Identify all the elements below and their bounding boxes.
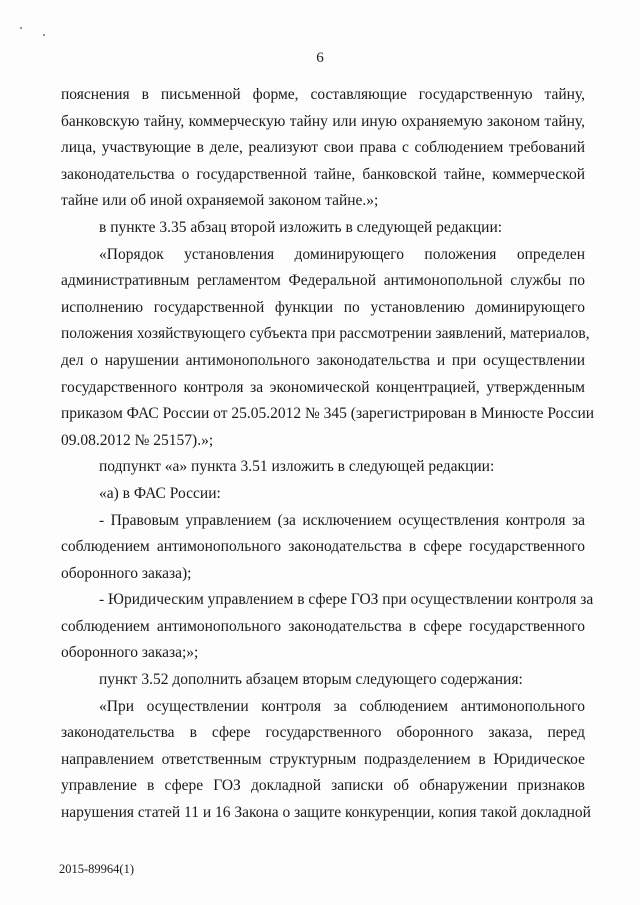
text-line: соблюдением антимонопольного законодательства в сфере государственного — [61, 538, 585, 556]
text-line: оборонного заказа;»; — [61, 644, 199, 662]
text-line: управление в сфере ГОЗ докладной записки об обнаружении признаков — [61, 777, 585, 795]
text-line: исполнению государственной функции по установлению доминирующего — [61, 298, 585, 316]
text-line: пункт 3.52 дополнить абзацем вторым следующего содержания: — [99, 671, 523, 689]
text-line: в пункте 3.35 абзац второй изложить в следующей редакции: — [99, 218, 503, 236]
scan-speck — [20, 27, 22, 29]
document-body — [61, 82, 595, 827]
text-line: подпункт «а» пункта 3.51 изложить в следующей редакции: — [99, 458, 495, 476]
text-line: законодательства о государственной тайне, банковской тайне, коммерческой — [61, 165, 585, 183]
scan-speck — [43, 34, 45, 36]
text-line: «Порядок установления доминирующего положения определен — [99, 245, 585, 263]
text-line: «При осуществлении контроля за соблюдением антимонопольного — [99, 697, 585, 715]
text-line: лица, участвующие в деле, реализуют свои права с соблюдением требований — [61, 139, 585, 157]
document-code: 2015-89964(1) — [59, 862, 134, 876]
text-line: административным регламентом Федеральной антимонопольной службы по — [61, 272, 585, 290]
text-line: оборонного заказа); — [61, 564, 192, 582]
text-line: государственного контроля за экономической концентрацией, утвержденным — [61, 378, 585, 396]
text-line: - Правовым управлением (за исключением осуществления контроля за — [99, 511, 585, 529]
text-line: нарушения статей 11 и 16 Закона о защите конкуренции, копия такой докладной — [61, 804, 591, 822]
text-line: «а) в ФАС России: — [99, 484, 221, 502]
text-line: законодательства в сфере государственного оборонного заказа, перед — [61, 724, 585, 742]
text-line: банковскую тайну, коммерческую тайну или иную охраняемую законом тайну, — [61, 112, 585, 130]
text-line: направлением ответственным структурным подразделением в Юридическое — [61, 750, 585, 768]
page-number: 6 — [316, 50, 324, 66]
text-line: соблюдением антимонопольного законодательства в сфере государственного — [61, 617, 585, 635]
text-line: тайне или об иной охраняемой законом тайне.»; — [61, 192, 379, 210]
text-line: пояснения в письменной форме, составляющие государственную тайну, — [61, 86, 585, 103]
text-line: дел о нарушении антимонопольного законодательства и при осуществлении — [61, 351, 585, 369]
text-line: приказом ФАС России от 25.05.2012 № 345 (зарегистрирован в Минюсте России — [61, 405, 595, 423]
text-line: положения хозяйствующего субъекта при рассмотрении заявлений, материалов, — [61, 325, 590, 343]
text-line: 09.08.2012 № 25157).»; — [61, 431, 214, 449]
text-line: - Юридическим управлением в сфере ГОЗ при осуществлении контроля за — [99, 591, 594, 609]
